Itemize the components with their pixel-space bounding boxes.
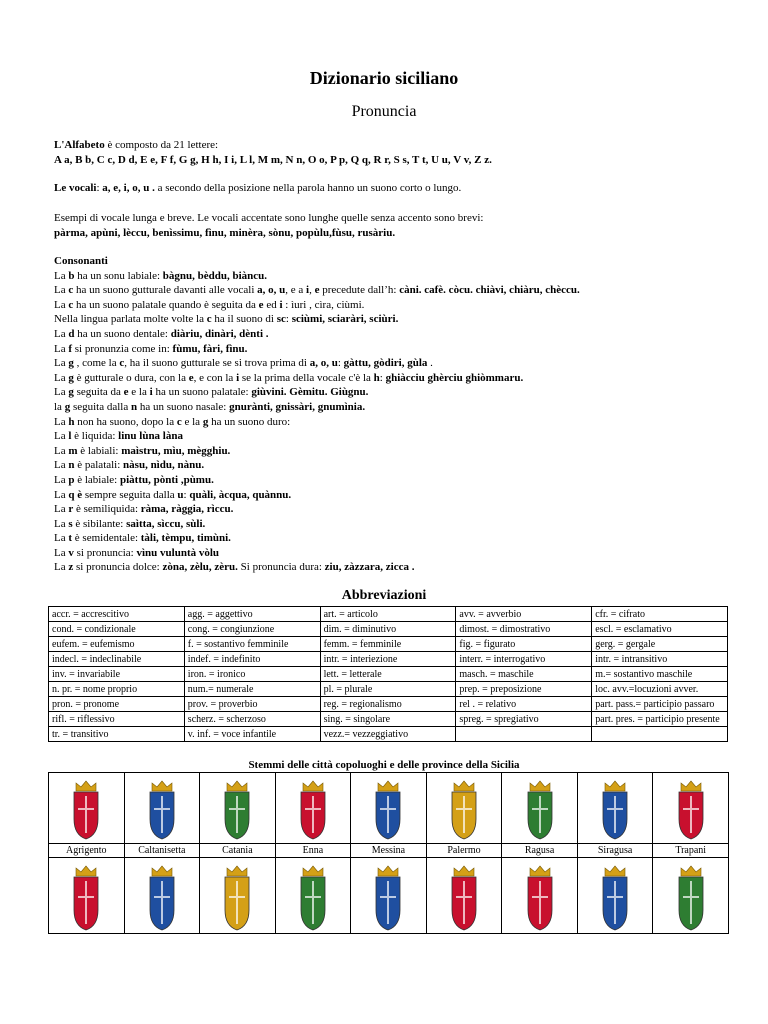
text-run: n — [68, 459, 75, 472]
alfabeto-section — [54, 138, 744, 167]
text-run: La — [54, 298, 69, 311]
text-run: ha il suono di — [211, 313, 277, 326]
abbreviation-cell: prep. = preposizione — [456, 682, 592, 697]
text-run: A a, B b, C c, D d, E e, F f, G g, H h, I i, L l, M m, N n, O o, P p, Q q, R r, S s, T t, U u, V v, Z z. — [54, 153, 492, 166]
city-coat-of-arms — [653, 773, 729, 844]
abbreviation-cell: rifl. = riflessivo — [49, 712, 185, 727]
abbreviation-cell: sing. = singolare — [320, 712, 456, 727]
abbreviazioni-title: Abbreviazioni — [341, 588, 427, 603]
abbreviation-cell: v. inf. = voce infantile — [184, 727, 320, 742]
text-run: v — [68, 546, 74, 559]
city-coat-of-arms — [200, 773, 276, 844]
abbreviation-cell: f. = sostantivo femminile — [184, 637, 320, 652]
text-run: si pronuncia: — [73, 546, 137, 559]
abbreviazioni-table — [48, 606, 728, 742]
province-coat-of-arms — [49, 858, 125, 934]
text-run: precedute dall’h: — [319, 284, 400, 297]
text-run: è semiliquida: — [73, 503, 141, 516]
text-run: c — [68, 298, 74, 311]
abbreviation-cell: pl. = plurale — [320, 682, 456, 697]
alfabeto-intro-line — [54, 138, 744, 153]
abbreviation-cell: inv. = invariabile — [49, 667, 185, 682]
consonant-rule-line — [54, 444, 744, 459]
city-name: Messina — [351, 844, 427, 858]
coat-of-arms-icon — [370, 777, 406, 841]
text-run: La — [54, 517, 69, 530]
coat-of-arms-icon — [144, 862, 180, 932]
abbreviation-cell: m.= sostantivo maschile — [592, 667, 728, 682]
abbreviation-row — [49, 682, 728, 697]
text-run: , come la — [73, 357, 120, 370]
abbreviation-cell: reg. = regionalismo — [320, 697, 456, 712]
coat-of-arms-icon — [673, 862, 709, 932]
text-run: r — [68, 503, 74, 516]
province-coat-of-arms — [577, 858, 653, 934]
vocali-section — [54, 181, 744, 196]
text-run: quàli, àcqua, quànnu. — [189, 488, 292, 501]
city-name: Siragusa — [577, 844, 653, 858]
text-run: seguita dalla — [70, 400, 131, 413]
text-run: La — [54, 357, 69, 370]
text-run: nàsu, nìdu, nànu. — [123, 459, 205, 472]
consonant-rule-line — [54, 458, 744, 473]
text-run: La — [54, 561, 69, 574]
text-run: : — [337, 357, 344, 370]
abbreviation-row — [49, 637, 728, 652]
stemmi-table — [48, 772, 729, 934]
text-run: h — [373, 371, 380, 384]
text-run: La — [54, 430, 69, 443]
city-name: Palermo — [426, 844, 502, 858]
city-coat-of-arms — [577, 773, 653, 844]
consonant-rule-line — [54, 502, 744, 517]
text-run: , e con la — [193, 371, 237, 384]
abbreviation-cell: loc. avv.=locuzioni avver. — [592, 682, 728, 697]
province-coat-of-arms — [502, 858, 578, 934]
abbreviation-cell: spreg. = spregiativo — [456, 712, 592, 727]
coat-of-arms-icon — [68, 862, 104, 932]
abbreviation-cell: escl. = esclamativo — [592, 622, 728, 637]
consonant-rule-line — [54, 546, 744, 561]
abbreviation-row — [49, 727, 728, 742]
abbreviation-row — [49, 652, 728, 667]
abbreviation-cell: cond. = condizionale — [49, 622, 185, 637]
text-run: è sibilante: — [72, 517, 127, 530]
consonant-rule-line — [54, 283, 744, 298]
consonant-rule-line — [54, 312, 744, 327]
text-run: p — [68, 473, 75, 486]
consonant-rule-line — [54, 342, 744, 357]
page-subtitle: Pronuncia — [351, 103, 417, 120]
text-run: è gutturale o dura, con la — [73, 371, 189, 384]
consonant-rule-line — [54, 385, 744, 400]
text-run: la — [54, 400, 65, 413]
consonant-rule-line — [54, 356, 744, 371]
text-run: La — [54, 386, 69, 399]
text-run: c — [206, 313, 212, 326]
text-run: non ha suono, dopo la — [74, 415, 177, 428]
city-name: Enna — [275, 844, 351, 858]
text-run: La — [54, 284, 69, 297]
text-run: tàli, tèmpu, timùni. — [140, 532, 231, 545]
text-run: : — [96, 182, 103, 194]
text-run: La — [54, 488, 69, 501]
abbreviation-row — [49, 697, 728, 712]
city-name: Ragusa — [502, 844, 578, 858]
text-run: saìtta, sìccu, sùli. — [126, 517, 206, 530]
text-run: fùmu, fàri, fìnu. — [172, 342, 248, 355]
esempi-intro-line — [54, 211, 744, 226]
text-run: , e a — [285, 284, 307, 297]
text-run: se la prima della vocale c'è la — [239, 371, 374, 384]
text-run: ziu, zàzzara, zicca . — [324, 561, 415, 574]
text-run: e la — [128, 386, 150, 399]
text-run: zòna, zèlu, zèru. — [162, 561, 238, 574]
abbreviation-cell: intr. = interiezione — [320, 652, 456, 667]
text-run: g — [64, 400, 71, 413]
text-run: ha un suono nasale: — [137, 400, 230, 413]
abbreviation-cell: lett. = letterale — [320, 667, 456, 682]
city-coat-of-arms — [49, 773, 125, 844]
text-run: c — [68, 284, 74, 297]
text-run: bàgnu, bèddu, biàncu. — [162, 269, 268, 282]
province-coat-of-arms — [124, 858, 200, 934]
text-run: t — [68, 532, 73, 545]
abbreviation-cell: accr. = accrescitivo — [49, 607, 185, 622]
abbreviation-cell: prov. = proverbio — [184, 697, 320, 712]
text-run: d — [68, 327, 75, 340]
abbreviation-cell: dimost. = dimostrativo — [456, 622, 592, 637]
consonanti-heading — [54, 254, 744, 269]
text-run: è labiali: — [77, 444, 122, 457]
text-run: La — [54, 503, 69, 516]
text-run: : — [379, 371, 386, 384]
text-run: Consonanti — [54, 255, 108, 267]
consonant-rule-line — [54, 473, 744, 488]
text-run: pàrma, apùni, lèccu, benìssimu, fìnu, minèra, sònu, popùlu,fùsu, rusàriu. — [54, 226, 396, 239]
text-run: è labiale: — [74, 473, 120, 486]
abbreviation-cell: pron. = pronome — [49, 697, 185, 712]
text-run: , ha il suono gutturale se si trova prima di — [124, 357, 310, 370]
text-run: La — [54, 327, 69, 340]
text-run: La — [54, 444, 69, 457]
city-coat-of-arms — [275, 773, 351, 844]
text-run: h — [68, 415, 75, 428]
text-run: f — [68, 342, 73, 355]
abbreviation-cell: gerg. = gergale — [592, 637, 728, 652]
consonant-rule-line — [54, 400, 744, 415]
abbreviation-cell: vezz.= vezzeggiativo — [320, 727, 456, 742]
text-run: La — [54, 473, 69, 486]
coat-of-arms-icon — [219, 862, 255, 932]
abbreviation-cell: part. pres. = participio presente — [592, 712, 728, 727]
abbreviation-row — [49, 622, 728, 637]
text-run: si pronunzia come in: — [72, 342, 173, 355]
coat-of-arms-icon — [522, 862, 558, 932]
text-run: a, o, u — [257, 284, 286, 297]
province-shields-row — [49, 858, 729, 934]
city-coat-of-arms — [124, 773, 200, 844]
abbreviation-cell: cfr. = cifrato — [592, 607, 728, 622]
abbreviation-row — [49, 667, 728, 682]
abbreviation-cell: rel . = relativo — [456, 697, 592, 712]
text-run: La — [54, 269, 69, 282]
text-run: e la — [181, 415, 203, 428]
text-run: è palatali: — [74, 459, 124, 472]
text-run: u — [177, 488, 184, 501]
text-run: e — [314, 284, 320, 297]
coat-of-arms-icon — [370, 862, 406, 932]
text-run: , — [309, 284, 315, 297]
province-coat-of-arms — [275, 858, 351, 934]
text-run: i — [306, 284, 310, 297]
text-run: a secondo della posizione nella parola hanno un suono corto o lungo. — [154, 182, 462, 194]
text-run: La — [54, 546, 69, 559]
coat-of-arms-icon — [219, 777, 255, 841]
text-run: c — [176, 415, 182, 428]
text-run: : — [183, 488, 190, 501]
text-run: Esempi di vocale lunga e breve. Le vocali accentate sono lunghe quelle senza accento sono brevi: — [54, 212, 484, 224]
abbreviation-cell: cong. = congiunzione — [184, 622, 320, 637]
text-run: è composto da 21 lettere: — [104, 139, 219, 151]
text-run: : — [285, 313, 292, 326]
coat-of-arms-icon — [446, 862, 482, 932]
city-name: Caltanisetta — [124, 844, 200, 858]
text-run: a, e, i, o, u . — [102, 182, 155, 194]
city-shields-row — [49, 773, 729, 844]
province-coat-of-arms — [351, 858, 427, 934]
province-coat-of-arms — [426, 858, 502, 934]
abbreviation-cell: fig. = figurato — [456, 637, 592, 652]
text-run: c — [119, 357, 125, 370]
text-run: b — [68, 269, 75, 282]
text-run: : ìuri , cìra, ciùmi. — [282, 298, 365, 311]
text-run: Le vocali — [54, 182, 97, 194]
text-run: ed — [263, 298, 280, 311]
text-run: e — [258, 298, 264, 311]
abbreviation-cell: scherz. = scherzoso — [184, 712, 320, 727]
text-run: z — [68, 561, 74, 574]
abbreviation-cell: indecl. = indeclinabile — [49, 652, 185, 667]
consonant-rule-line — [54, 298, 744, 313]
coat-of-arms-icon — [144, 777, 180, 841]
text-run: L'Alfabeto — [54, 139, 105, 151]
city-name: Catania — [200, 844, 276, 858]
text-run: ghiàcciu ghèrciu ghiòmmaru. — [385, 371, 524, 384]
abbreviation-cell: num.= numerale — [184, 682, 320, 697]
text-run: s — [68, 517, 73, 530]
text-run: La — [54, 532, 69, 545]
city-coat-of-arms — [502, 773, 578, 844]
text-run: ha un suono duro: — [208, 415, 291, 428]
abbreviation-cell: interr. = interrogativo — [456, 652, 592, 667]
text-run: m — [68, 444, 78, 457]
text-run: sc — [276, 313, 286, 326]
text-run: La — [54, 415, 69, 428]
coat-of-arms-icon — [295, 777, 331, 841]
consonant-rule-line — [54, 327, 744, 342]
consonant-rule-line — [54, 429, 744, 444]
page-title: Dizionario siciliano — [309, 68, 459, 88]
text-run: maìstru, mìu, mègghiu. — [121, 444, 231, 457]
text-run: sciùmi, sciaràri, sciùri. — [291, 313, 399, 326]
text-run: g — [68, 371, 74, 384]
text-run: gnurànti, gnissàri, gnumìnia. — [229, 400, 366, 413]
alfabeto-letters-line — [54, 153, 744, 168]
text-run: ràma, ràggia, rìccu. — [140, 503, 234, 516]
abbreviation-cell: n. pr. = nome proprio — [49, 682, 185, 697]
text-run: ha un sonu labiale: — [74, 269, 163, 282]
text-run: linu lùna làna — [118, 430, 183, 443]
text-run: ha un suono palatale quando è seguita da — [73, 298, 259, 311]
consonant-rule-line — [54, 415, 744, 430]
consonant-rule-line — [54, 488, 744, 503]
city-name: Trapani — [653, 844, 729, 858]
text-run: giùvini. Gèmitu. Giùgnu. — [251, 386, 369, 399]
coat-of-arms-icon — [597, 862, 633, 932]
text-run: piàttu, pònti ,pùmu. — [120, 473, 214, 486]
text-run: q è — [68, 488, 83, 501]
text-run: g — [68, 357, 74, 370]
esempi-words-line — [54, 226, 744, 241]
text-run: i — [149, 386, 153, 399]
abbreviation-row — [49, 607, 728, 622]
consonanti-section — [54, 254, 744, 575]
abbreviation-cell: intr. = intransitivo — [592, 652, 728, 667]
coat-of-arms-icon — [522, 777, 558, 841]
coat-of-arms-icon — [673, 777, 709, 841]
text-run: seguita da — [73, 386, 124, 399]
text-run: La — [54, 371, 69, 384]
consonant-rule-line — [54, 517, 744, 532]
text-run: è semidentale: — [72, 532, 141, 545]
abbreviation-cell: iron. = ironico — [184, 667, 320, 682]
text-run: l — [68, 430, 72, 443]
text-run: e — [123, 386, 129, 399]
text-run: ha un suono dentale: — [74, 327, 171, 340]
abbreviation-cell: tr. = transitivo — [49, 727, 185, 742]
abbreviation-cell: masch. = maschile — [456, 667, 592, 682]
abbreviation-row — [49, 712, 728, 727]
text-run: ha un suono gutturale davanti alle vocali — [73, 284, 258, 297]
text-run: . — [427, 357, 433, 370]
text-run: La — [54, 459, 69, 472]
abbreviation-cell: agg. = aggettivo — [184, 607, 320, 622]
text-run: Si pronuncia dura: — [237, 561, 325, 574]
city-coat-of-arms — [351, 773, 427, 844]
abbreviation-cell — [592, 727, 728, 742]
consonant-rule-line — [54, 560, 744, 575]
coat-of-arms-icon — [295, 862, 331, 932]
abbreviation-cell: indef. = indefinito — [184, 652, 320, 667]
text-run: n — [131, 400, 138, 413]
province-coat-of-arms — [653, 858, 729, 934]
text-run: càni. cafè. còcu. chiàvi, chiàru, chèccu. — [399, 284, 580, 297]
abbreviation-cell: eufem. = eufemismo — [49, 637, 185, 652]
text-run: Nella lingua parlata molte volte la — [54, 313, 207, 326]
text-run: a, o, u — [309, 357, 338, 370]
text-run: i — [279, 298, 283, 311]
abbreviation-cell — [456, 727, 592, 742]
abbreviation-cell: dim. = diminutivo — [320, 622, 456, 637]
abbreviation-cell: art. = articolo — [320, 607, 456, 622]
coat-of-arms-icon — [446, 777, 482, 841]
stemmi-title: Stemmi delle città copoluoghi e delle province della Sicilia — [248, 759, 520, 771]
text-run: g — [68, 386, 74, 399]
text-run: si pronuncia dolce: — [73, 561, 163, 574]
esempi-section — [54, 211, 744, 240]
abbreviation-cell: avv. = avverbio — [456, 607, 592, 622]
city-name: Agrigento — [49, 844, 125, 858]
coat-of-arms-icon — [68, 777, 104, 841]
vocali-line — [54, 181, 744, 196]
text-run: vìnu vuluntà vòlu — [136, 546, 220, 559]
text-run: i — [236, 371, 240, 384]
abbreviation-cell: part. pass.= participio passaro — [592, 697, 728, 712]
province-coat-of-arms — [200, 858, 276, 934]
text-run: La — [54, 342, 69, 355]
text-run: g — [202, 415, 209, 428]
text-run: è liquida: — [71, 430, 119, 443]
consonant-rule-line — [54, 371, 744, 386]
consonant-rule-line — [54, 531, 744, 546]
text-run: gàttu, gòdiri, gùla — [343, 357, 428, 370]
text-run: diàriu, dinàri, dènti . — [170, 327, 269, 340]
city-names-row — [49, 844, 729, 858]
abbreviation-cell: femm. = femminile — [320, 637, 456, 652]
consonant-rule-line — [54, 269, 744, 284]
city-coat-of-arms — [426, 773, 502, 844]
text-run: ha un suono palatale: — [152, 386, 252, 399]
coat-of-arms-icon — [597, 777, 633, 841]
text-run: sempre seguita dalla — [82, 488, 178, 501]
text-run: e — [188, 371, 194, 384]
